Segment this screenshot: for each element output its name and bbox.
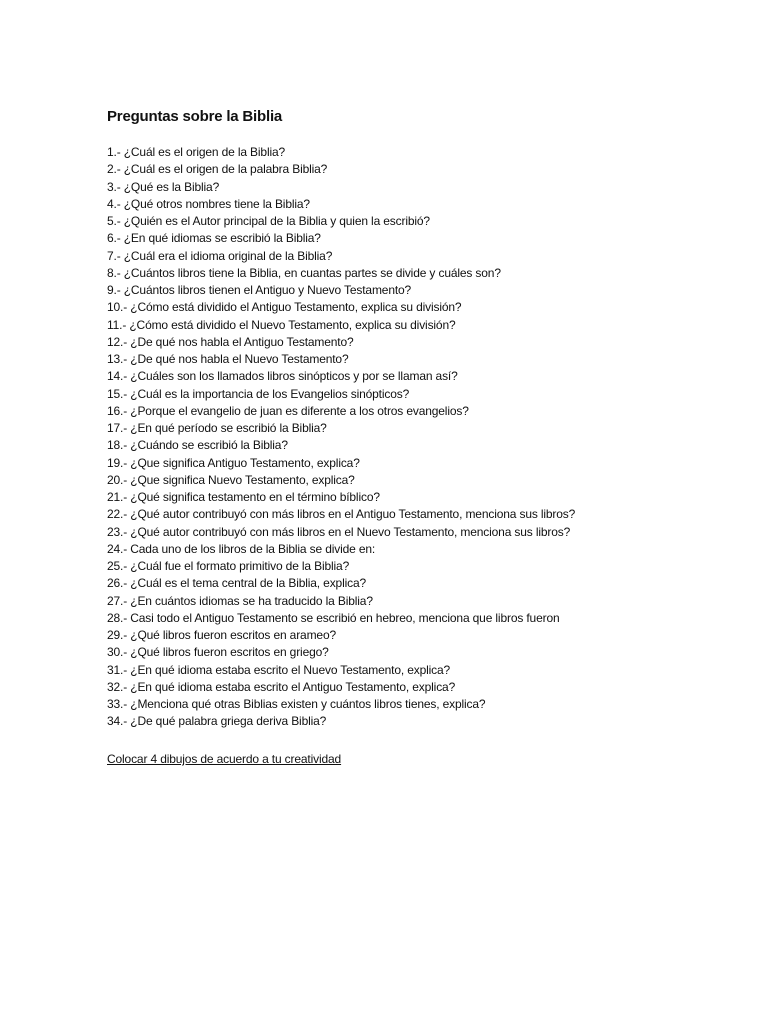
question-item: 10.- ¿Cómo está dividido el Antiguo Testamento, explica su división? bbox=[107, 300, 462, 315]
question-item: 21.- ¿Qué significa testamento en el término bíblico? bbox=[107, 490, 380, 504]
question-item: 28.- Casi todo el Antiguo Testamento se escribió en hebreo, menciona que libros fueron bbox=[107, 610, 560, 625]
question-item: 9.- ¿Cuántos libros tienen el Antiguo y Nuevo Testamento? bbox=[107, 283, 412, 297]
question-item: 13.- ¿De qué nos habla el Nuevo Testamento? bbox=[107, 352, 349, 366]
question-item: 11.- ¿Cómo está dividido el Nuevo Testamento, explica su división? bbox=[107, 317, 456, 332]
question-item: 22.- ¿Qué autor contribuyó con más libros en el Antiguo Testamento, menciona sus libros? bbox=[107, 507, 576, 522]
question-item: 29.- ¿Qué libros fueron escritos en arameo? bbox=[107, 628, 336, 642]
question-item: 30.- ¿Qué libros fueron escritos en griego? bbox=[107, 645, 329, 660]
question-item: 33.- ¿Menciona qué otras Biblias existen y cuántos libros tienes, explica? bbox=[107, 697, 486, 711]
question-item: 23.- ¿Qué autor contribuyó con más libros en el Nuevo Testamento, menciona sus libros? bbox=[107, 524, 571, 539]
question-item: 15.- ¿Cuál es la importancia de los Evangelios sinópticos? bbox=[107, 386, 410, 401]
question-item: 17.- ¿En qué período se escribió la Biblia? bbox=[107, 421, 327, 435]
question-item: 4.- ¿Qué otros nombres tiene la Biblia? bbox=[107, 196, 310, 211]
question-item: 1.- ¿Cuál es el origen de la Biblia? bbox=[107, 145, 286, 159]
question-list bbox=[107, 144, 575, 731]
question-item: 8.- ¿Cuántos libros tiene la Biblia, en cuantas partes se divide y cuáles son? bbox=[107, 265, 501, 280]
question-item: 19.- ¿Que significa Antiguo Testamento, explica? bbox=[107, 455, 360, 470]
question-item: 3.- ¿Qué es la Biblia? bbox=[107, 179, 220, 194]
question-item: 12.- ¿De qué nos habla el Antiguo Testamento? bbox=[107, 334, 354, 349]
question-item: 16.- ¿Porque el evangelio de juan es diferente a los otros evangelios? bbox=[107, 403, 469, 418]
question-item: 14.- ¿Cuáles son los llamados libros sinópticos y por se llaman así? bbox=[107, 369, 458, 384]
question-item: 32.- ¿En qué idioma estaba escrito el Antiguo Testamento, explica? bbox=[107, 679, 456, 694]
question-item: 20.- ¿Que significa Nuevo Testamento, explica? bbox=[107, 472, 355, 487]
question-item: 18.- ¿Cuándo se escribió la Biblia? bbox=[107, 438, 288, 453]
question-item: 7.- ¿Cuál era el idioma original de la Biblia? bbox=[107, 248, 333, 263]
question-item: 24.- Cada uno de los libros de la Biblia se divide en: bbox=[107, 541, 376, 556]
question-item: 27.- ¿En cuántos idiomas se ha traducido la Biblia? bbox=[107, 593, 373, 608]
question-item: 31.- ¿En qué idioma estaba escrito el Nuevo Testamento, explica? bbox=[107, 662, 451, 677]
question-item: 5.- ¿Quién es el Autor principal de la Biblia y quien la escribió? bbox=[107, 214, 430, 228]
question-item: 25.- ¿Cuál fue el formato primitivo de la Biblia? bbox=[107, 559, 350, 573]
instruction-note: Colocar 4 dibujos de acuerdo a tu creatividad bbox=[107, 752, 342, 766]
question-item: 26.- ¿Cuál es el tema central de la Biblia, explica? bbox=[107, 576, 367, 591]
question-item: 34.- ¿De qué palabra griega deriva Biblia? bbox=[107, 714, 327, 729]
page-title: Preguntas sobre la Biblia bbox=[107, 108, 283, 125]
question-item: 2.- ¿Cuál es el origen de la palabra Biblia? bbox=[107, 162, 328, 177]
question-item: 6.- ¿En qué idiomas se escribió la Biblia? bbox=[107, 231, 321, 246]
